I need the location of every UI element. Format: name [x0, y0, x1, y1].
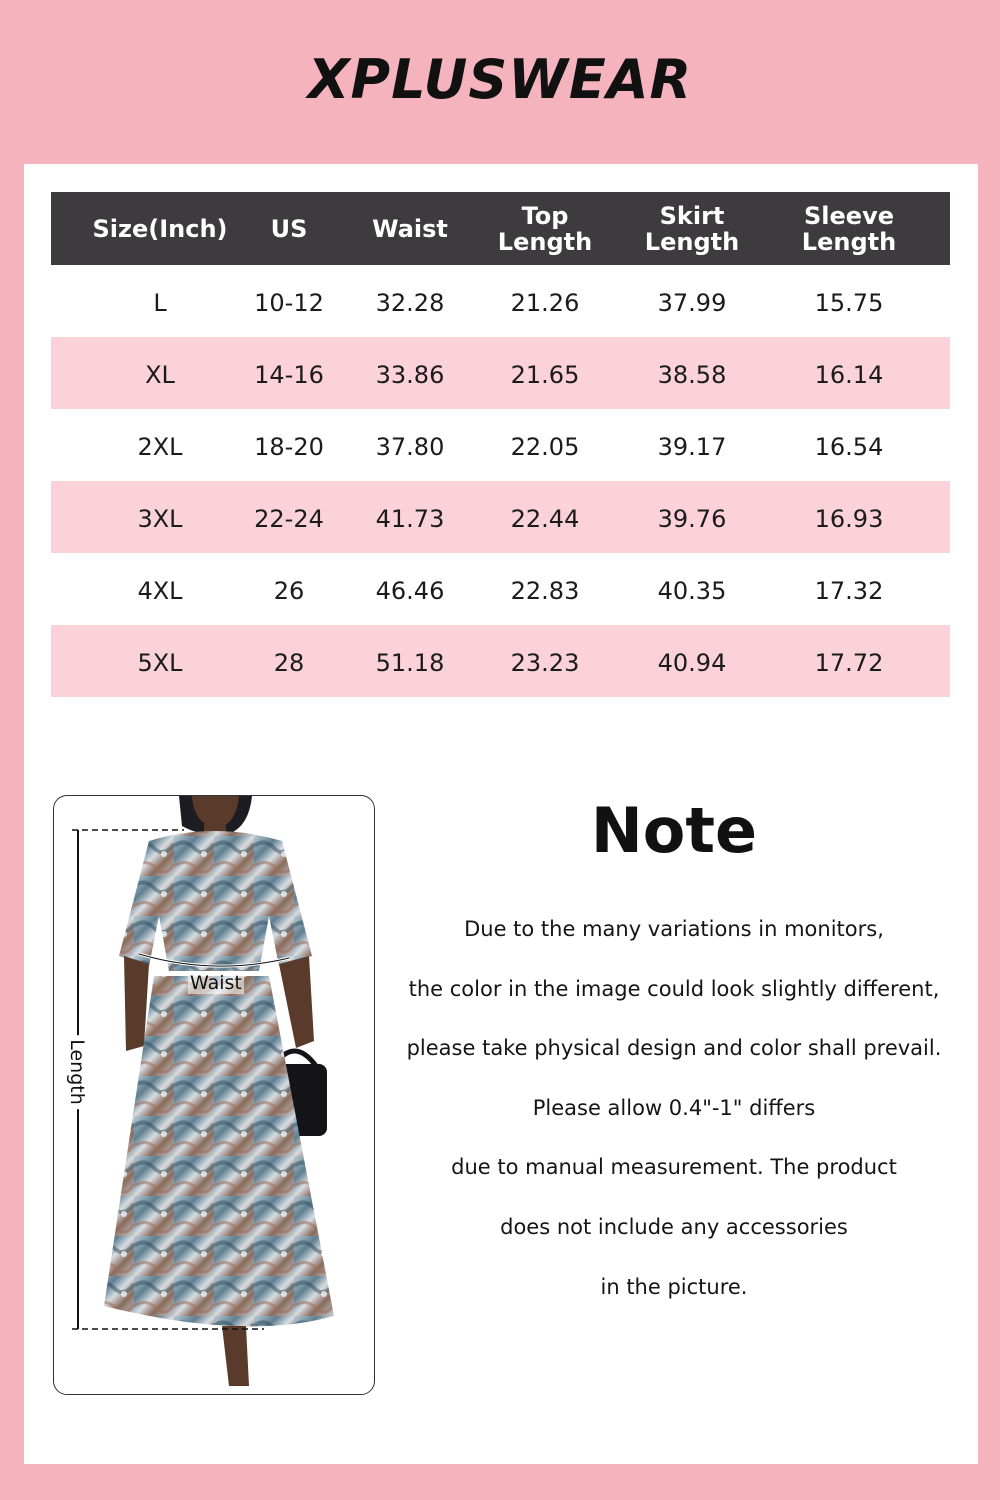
- note-line: due to manual measurement. The product: [451, 1155, 897, 1180]
- table-cell: 3XL: [137, 505, 183, 533]
- header-size: Size(Inch): [92, 214, 228, 243]
- table-cell: 16.14: [814, 361, 884, 389]
- table-row: [51, 409, 950, 481]
- note-line: Due to the many variations in monitors,: [464, 917, 884, 941]
- header-sleeve-length: Sleeve Length: [801, 201, 897, 256]
- table-cell: 46.46: [375, 577, 445, 605]
- header-skirt-length: Skirt Length: [644, 201, 740, 256]
- note-line: please take physical design and color shall prevail.: [406, 1036, 942, 1061]
- table-cell: 4XL: [137, 577, 183, 605]
- header-us: US: [270, 214, 308, 243]
- table-cell: 21.26: [510, 289, 580, 317]
- note-title: Note: [590, 794, 758, 867]
- note-text: [404, 914, 944, 1331]
- table-cell: 23.23: [510, 649, 580, 677]
- note-line: in the picture.: [600, 1274, 748, 1299]
- table-cell: 39.17: [657, 433, 727, 461]
- table-cell: L: [153, 289, 167, 317]
- table-cell: 28: [273, 649, 305, 677]
- table-cell: 17.32: [814, 577, 884, 605]
- table-header: [51, 192, 950, 265]
- brand-logo: XPLUSWEAR: [307, 48, 693, 111]
- size-table: [51, 192, 950, 697]
- waist-label: Waist: [190, 972, 242, 994]
- table-cell: 2XL: [137, 433, 183, 461]
- table-cell: 14-16: [254, 361, 324, 389]
- table-cell: 41.73: [375, 505, 445, 533]
- table-cell: 38.58: [657, 361, 727, 389]
- table-cell: 16.54: [814, 433, 884, 461]
- table-cell: 16.93: [814, 505, 884, 533]
- table-row: [51, 553, 950, 625]
- table-cell: 37.80: [375, 433, 445, 461]
- table-cell: 22.05: [510, 433, 580, 461]
- model-photo: [53, 795, 375, 1395]
- table-row: [51, 265, 950, 337]
- note-line: the color in the image could look slightly different,: [408, 976, 940, 1001]
- table-row: [51, 625, 950, 697]
- table-cell: 26: [273, 577, 305, 605]
- model-illustration: [54, 796, 374, 1394]
- table-cell: 17.72: [814, 649, 884, 677]
- table-cell: 39.76: [657, 505, 727, 533]
- length-label: Length: [66, 1035, 88, 1109]
- table-cell: 22.83: [510, 577, 580, 605]
- table-cell: 37.99: [657, 289, 727, 317]
- table-cell: 10-12: [254, 289, 324, 317]
- table-cell: 51.18: [375, 649, 445, 677]
- header-waist: Waist: [372, 214, 448, 243]
- table-cell: 18-20: [254, 433, 324, 461]
- table-cell: XL: [145, 361, 175, 389]
- table-cell: 33.86: [375, 361, 445, 389]
- table-row: [51, 337, 950, 409]
- table-cell: 21.65: [510, 361, 580, 389]
- table-cell: 40.35: [657, 577, 727, 605]
- table-row: [51, 481, 950, 553]
- size-chart-card: [24, 164, 978, 1464]
- table-cell: 32.28: [375, 289, 445, 317]
- table-cell: 22-24: [254, 505, 324, 533]
- header-top-length: Top Length: [497, 201, 593, 256]
- note-line: does not include any accessories: [500, 1214, 848, 1239]
- table-cell: 22.44: [510, 505, 580, 533]
- table-cell: 15.75: [814, 289, 884, 317]
- table-cell: 5XL: [137, 649, 183, 677]
- note-line: Please allow 0.4"-1" differs: [532, 1095, 816, 1120]
- table-cell: 40.94: [657, 649, 727, 677]
